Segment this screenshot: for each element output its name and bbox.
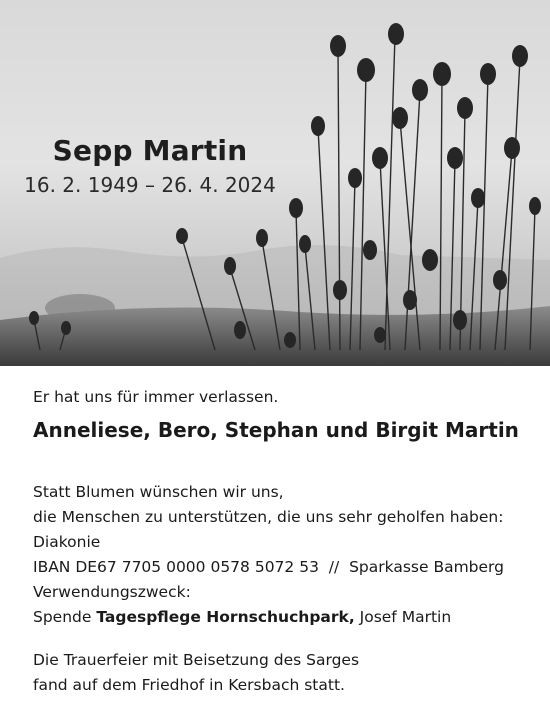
bank-details: IBAN DE67 7705 0000 0578 5072 53 // Sparkasse Bamberg: [33, 558, 504, 576]
purpose-label: Verwendungszweck:: [33, 583, 191, 601]
lead-sentence: Er hat uns für immer verlassen.: [33, 388, 279, 406]
ceremony-line: Die Trauerfeier mit Beisetzung des Sarges: [33, 651, 360, 669]
donation-recipient: Diakonie: [33, 533, 101, 551]
purpose-prefix: Spende: [33, 608, 97, 626]
purpose-bold: Tagespflege Hornschuchpark,: [96, 608, 355, 626]
donation-line: die Menschen zu unterstützen, die uns sehr geholfen haben:: [33, 508, 504, 526]
ceremony-line: fand auf dem Friedhof in Kersbach statt.: [33, 676, 345, 694]
life-dates: 16. 2. 1949 – 26. 4. 2024: [24, 173, 276, 197]
donation-request: [33, 480, 533, 630]
obituary-text: [33, 385, 533, 698]
deceased-name: Sepp Martin: [52, 134, 248, 167]
donation-line: Statt Blumen wünschen wir uns,: [33, 483, 284, 501]
purpose-line: [33, 605, 533, 630]
mourning-family: Anneliese, Bero, Stephan und Birgit Martin: [33, 418, 519, 442]
ceremony-info: [33, 648, 533, 698]
purpose-suffix: Josef Martin: [354, 608, 452, 626]
